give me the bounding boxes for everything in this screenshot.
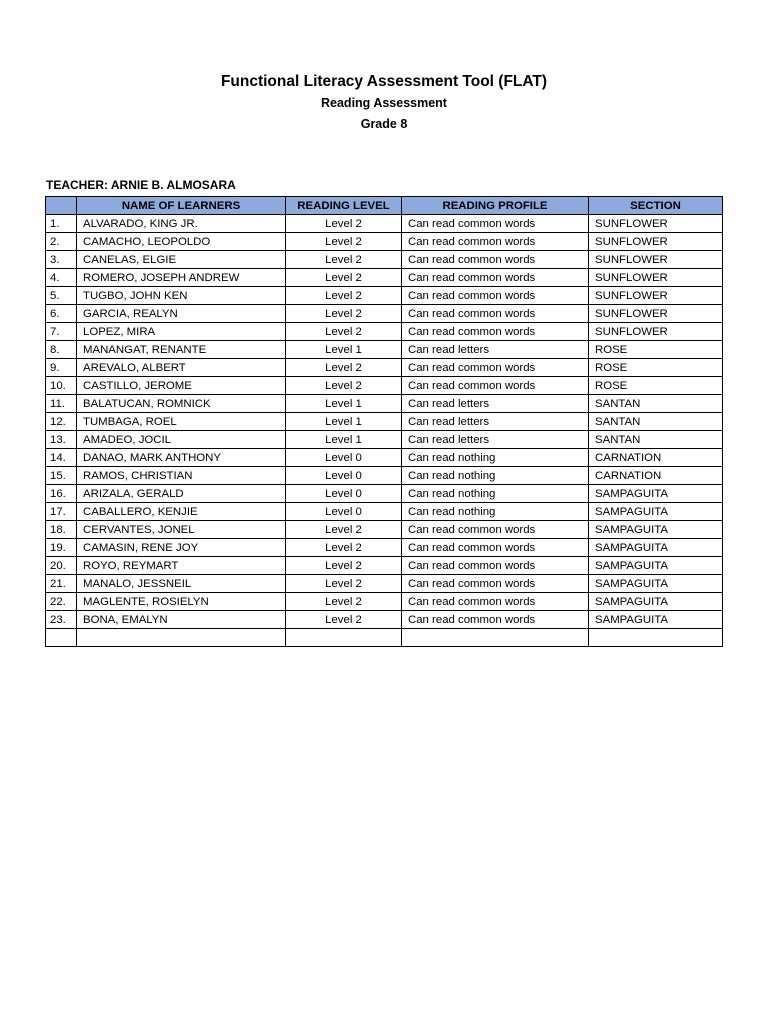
- learner-name: [77, 629, 286, 647]
- grade-label: Grade 8: [360, 117, 408, 131]
- learner-name: MANANGAT, RENANTE: [77, 341, 286, 359]
- section-name: SAMPAGUITA: [589, 557, 723, 575]
- section-name: SAMPAGUITA: [589, 503, 723, 521]
- learner-name: TUGBO, JOHN KEN: [77, 287, 286, 305]
- reading-level: Level 2: [286, 305, 402, 323]
- reading-level: Level 2: [286, 377, 402, 395]
- reading-profile: Can read nothing: [402, 467, 589, 485]
- table-row: [46, 431, 723, 449]
- section-name: ROSE: [589, 341, 723, 359]
- reading-profile: Can read common words: [402, 593, 589, 611]
- table-row: [46, 539, 723, 557]
- reading-profile: Can read common words: [402, 359, 589, 377]
- learner-name: ALVARADO, KING JR.: [77, 215, 286, 233]
- reading-level: Level 2: [286, 269, 402, 287]
- reading-profile: Can read common words: [402, 557, 589, 575]
- reading-profile: Can read common words: [402, 539, 589, 557]
- row-number: [46, 629, 77, 647]
- learner-name: RAMOS, CHRISTIAN: [77, 467, 286, 485]
- row-number: 7.: [46, 323, 77, 341]
- reading-profile: Can read common words: [402, 323, 589, 341]
- row-number: 3.: [46, 251, 77, 269]
- reading-profile: Can read letters: [402, 413, 589, 431]
- header-section: SECTION: [589, 197, 723, 215]
- reading-level: Level 2: [286, 593, 402, 611]
- table-row: [46, 395, 723, 413]
- reading-profile: Can read common words: [402, 611, 589, 629]
- section-name: SAMPAGUITA: [589, 539, 723, 557]
- table-header-row: [46, 197, 723, 215]
- section-name: SUNFLOWER: [589, 287, 723, 305]
- table-row: [46, 557, 723, 575]
- reading-level: Level 1: [286, 341, 402, 359]
- reading-level: Level 2: [286, 557, 402, 575]
- reading-profile: Can read nothing: [402, 503, 589, 521]
- reading-level: Level 1: [286, 413, 402, 431]
- header-name: NAME OF LEARNERS: [77, 197, 286, 215]
- section-name: SUNFLOWER: [589, 251, 723, 269]
- reading-level: [286, 629, 402, 647]
- learner-name: CERVANTES, JONEL: [77, 521, 286, 539]
- learner-name: ARIZALA, GERALD: [77, 485, 286, 503]
- reading-level: Level 2: [286, 521, 402, 539]
- reading-level: Level 0: [286, 467, 402, 485]
- reading-level: Level 2: [286, 215, 402, 233]
- table-row: [46, 611, 723, 629]
- row-number: 9.: [46, 359, 77, 377]
- section-name: CARNATION: [589, 467, 723, 485]
- row-number: 8.: [46, 341, 77, 359]
- row-number: 18.: [46, 521, 77, 539]
- reading-level: Level 2: [286, 611, 402, 629]
- table-row: [46, 485, 723, 503]
- reading-profile: [402, 629, 589, 647]
- section-name: SAMPAGUITA: [589, 611, 723, 629]
- row-number: 19.: [46, 539, 77, 557]
- learner-name: CAMACHO, LEOPOLDO: [77, 233, 286, 251]
- section-name: SAMPAGUITA: [589, 521, 723, 539]
- section-name: [589, 629, 723, 647]
- section-name: SUNFLOWER: [589, 323, 723, 341]
- document-title: Functional Literacy Assessment Tool (FLAT): [220, 73, 548, 90]
- reading-level: Level 2: [286, 251, 402, 269]
- table-row: [46, 521, 723, 539]
- learner-name: AMADEO, JOCIL: [77, 431, 286, 449]
- reading-profile: Can read common words: [402, 305, 589, 323]
- reading-profile: Can read nothing: [402, 485, 589, 503]
- reading-level: Level 0: [286, 503, 402, 521]
- section-name: CARNATION: [589, 449, 723, 467]
- reading-level: Level 0: [286, 449, 402, 467]
- table-row: [46, 593, 723, 611]
- row-number: 12.: [46, 413, 77, 431]
- reading-level: Level 2: [286, 539, 402, 557]
- row-number: 5.: [46, 287, 77, 305]
- table-row: [46, 323, 723, 341]
- reading-level: Level 2: [286, 359, 402, 377]
- learner-name: MANALO, JESSNEIL: [77, 575, 286, 593]
- learner-name: GARCIA, REALYN: [77, 305, 286, 323]
- reading-profile: Can read letters: [402, 431, 589, 449]
- table-row: [46, 251, 723, 269]
- section-name: SANTAN: [589, 395, 723, 413]
- row-number: 15.: [46, 467, 77, 485]
- reading-profile: Can read common words: [402, 215, 589, 233]
- table-row: [46, 467, 723, 485]
- learner-name: AREVALO, ALBERT: [77, 359, 286, 377]
- reading-profile: Can read letters: [402, 341, 589, 359]
- reading-level: Level 1: [286, 431, 402, 449]
- learner-name: CASTILLO, JEROME: [77, 377, 286, 395]
- row-number: 22.: [46, 593, 77, 611]
- table-row: [46, 413, 723, 431]
- table-row: [46, 575, 723, 593]
- reading-profile: Can read common words: [402, 269, 589, 287]
- table-row: [46, 629, 723, 647]
- reading-profile: Can read common words: [402, 377, 589, 395]
- table-row: [46, 215, 723, 233]
- section-name: SUNFLOWER: [589, 305, 723, 323]
- reading-profile: Can read nothing: [402, 449, 589, 467]
- reading-level: Level 2: [286, 287, 402, 305]
- reading-profile: Can read letters: [402, 395, 589, 413]
- table-row: [46, 287, 723, 305]
- section-name: SANTAN: [589, 431, 723, 449]
- learner-name: BALATUCAN, ROMNICK: [77, 395, 286, 413]
- section-name: ROSE: [589, 359, 723, 377]
- section-name: ROSE: [589, 377, 723, 395]
- header-number: [46, 197, 77, 215]
- row-number: 23.: [46, 611, 77, 629]
- reading-level: Level 2: [286, 323, 402, 341]
- row-number: 4.: [46, 269, 77, 287]
- learner-name: DANAO, MARK ANTHONY: [77, 449, 286, 467]
- learner-name: BONA, EMALYN: [77, 611, 286, 629]
- table-row: [46, 269, 723, 287]
- reading-profile: Can read common words: [402, 251, 589, 269]
- learner-name: CABALLERO, KENJIE: [77, 503, 286, 521]
- reading-level: Level 2: [286, 575, 402, 593]
- reading-profile: Can read common words: [402, 575, 589, 593]
- learner-name: TUMBAGA, ROEL: [77, 413, 286, 431]
- row-number: 16.: [46, 485, 77, 503]
- learner-name: CAMASIN, RENE JOY: [77, 539, 286, 557]
- row-number: 10.: [46, 377, 77, 395]
- row-number: 20.: [46, 557, 77, 575]
- row-number: 13.: [46, 431, 77, 449]
- table-row: [46, 503, 723, 521]
- table-row: [46, 377, 723, 395]
- section-name: SUNFLOWER: [589, 215, 723, 233]
- reading-profile: Can read common words: [402, 521, 589, 539]
- reading-level: Level 1: [286, 395, 402, 413]
- table-row: [46, 359, 723, 377]
- table-row: [46, 233, 723, 251]
- row-number: 6.: [46, 305, 77, 323]
- section-name: SUNFLOWER: [589, 269, 723, 287]
- header-reading-profile: READING PROFILE: [402, 197, 589, 215]
- row-number: 2.: [46, 233, 77, 251]
- reading-level: Level 0: [286, 485, 402, 503]
- learner-name: ROMERO, JOSEPH ANDREW: [77, 269, 286, 287]
- section-name: SAMPAGUITA: [589, 575, 723, 593]
- row-number: 21.: [46, 575, 77, 593]
- table-row: [46, 449, 723, 467]
- table-row: [46, 341, 723, 359]
- row-number: 14.: [46, 449, 77, 467]
- learner-name: LOPEZ, MIRA: [77, 323, 286, 341]
- section-name: SAMPAGUITA: [589, 485, 723, 503]
- document-subtitle: Reading Assessment: [321, 96, 447, 110]
- reading-profile: Can read common words: [402, 233, 589, 251]
- teacher-label: TEACHER: ARNIE B. ALMOSARA: [46, 178, 236, 192]
- reading-profile: Can read common words: [402, 287, 589, 305]
- learner-name: MAGLENTE, ROSIELYN: [77, 593, 286, 611]
- section-name: SANTAN: [589, 413, 723, 431]
- learner-name: CANELAS, ELGIE: [77, 251, 286, 269]
- reading-level: Level 2: [286, 233, 402, 251]
- row-number: 17.: [46, 503, 77, 521]
- header-reading-level: READING LEVEL: [286, 197, 402, 215]
- table-row: [46, 305, 723, 323]
- learners-table: [45, 196, 723, 647]
- row-number: 11.: [46, 395, 77, 413]
- row-number: 1.: [46, 215, 77, 233]
- section-name: SAMPAGUITA: [589, 593, 723, 611]
- learner-name: ROYO, REYMART: [77, 557, 286, 575]
- section-name: SUNFLOWER: [589, 233, 723, 251]
